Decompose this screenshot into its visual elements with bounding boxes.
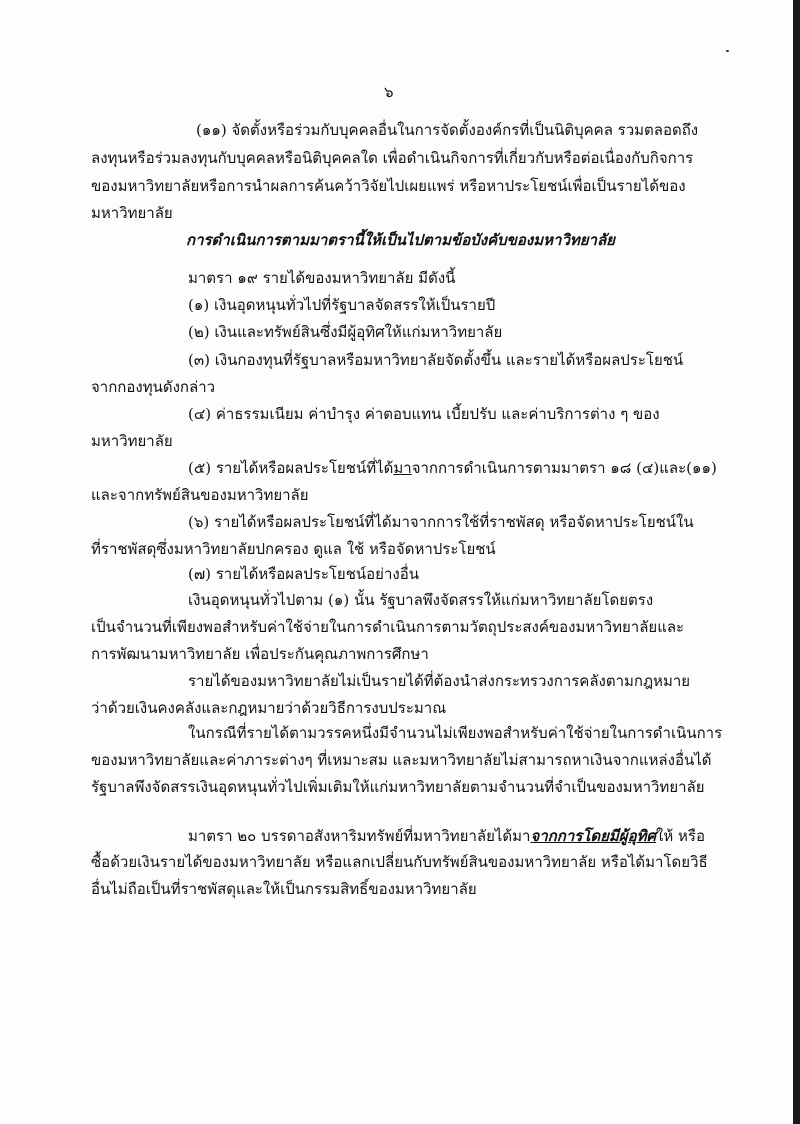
section-19-item-4-line-1: (๔) ค่าธรรมเนียม ค่าบำรุง ค่าตอบแทน เบี้ยปรับ และค่าบริการต่าง ๆ ของ [188,405,660,423]
section-19-item-1: (๑) เงินอุดหนุนทั่วไปที่รัฐบาลจัดสรรให้เป็นรายปี [188,296,496,314]
para-b-line-1: รายได้ของมหาวิทยาลัยไม่เป็นรายได้ที่ต้องนำส่งกระทรวงการคลังตามกฎหมาย [188,672,691,690]
item-5-text-a: (๕) รายได้หรือผลประโยชน์ที่ได้ [188,459,394,477]
section-19-item-7: (๗) รายได้หรือผลประโยชน์อย่างอื่น [188,565,419,583]
para-c-line-3: รัฐบาลพึงจัดสรรเงินอุดหนุนทั่วไปเพิ่มเติมให้แก่มหาวิทยาลัยตามจำนวนที่จำเป็นของมหาวิทยาลัย [91,778,705,796]
section-19-item-3-line-2: จากกองทุนดังกล่าว [91,378,216,396]
section-19-item-5-line-2: และจากทรัพย์สินของมหาวิทยาลัย [91,486,309,504]
para-11-line-2: ลงทุนหรือร่วมลงทุนกับบุคคลหรือนิติบุคคลใด เพื่อดำเนินกิจการที่เกี่ยวกับหรือต่อเนื่องกับกิจการ [91,149,694,167]
para-b-line-2: ว่าด้วยเงินคงคลังและกฎหมายว่าด้วยวิธีการงบประมาณ [91,699,447,717]
section-19-item-5-line-1 [188,458,717,478]
section-19-item-2: (๒) เงินและทรัพย์สินซึ่งมีผู้อุทิศให้แก่มหาวิทยาลัย [188,323,503,341]
scan-speck [726,50,729,52]
section-20-line-3: อื่นไม่ถือเป็นที่ราชพัสดุและให้เป็นกรรมสิทธิ์ของมหาวิทยาลัย [91,880,477,898]
section-20-text-b: ให้ หรือ [656,827,705,845]
section-20-text-a: มาตรา ๒๐ บรรดาอสังหาริมทรัพย์ที่มหาวิทยาลัยได้มา [188,827,531,845]
item-5-underlined: มา [393,459,412,477]
page-number: ๖ [384,83,394,101]
section-20-line-1 [188,826,705,846]
section-19-item-6-line-1: (๖) รายได้หรือผลประโยชน์ที่ได้มาจากการใช้ที่ราชพัสดุ หรือจัดหาประโยชน์ใน [188,513,694,531]
para-11-line-4: มหาวิทยาลัย [91,204,173,222]
section-20-handwritten-insert: จากการโดยมีผู้อุทิศ [530,827,657,845]
section-19-item-4-line-2: มหาวิทยาลัย [91,432,173,450]
scan-edge [793,0,800,1124]
para-a-line-1: เงินอุดหนุนทั่วไปตาม (๑) นั้น รัฐบาลพึงจัดสรรให้แก่มหาวิทยาลัยโดยตรง [188,591,654,609]
handwritten-note: การดำเนินการตามมาตรานี้ให้เป็นไปตามข้อบังคับของมหาวิทยาลัย [186,231,615,249]
section-19-item-3-line-1: (๓) เงินกองทุนที่รัฐบาลหรือมหาวิทยาลัยจัดตั้งขึ้น และรายได้หรือผลประโยชน์ [188,351,684,369]
item-5-text-b: จากการดำเนินการตามมาตรา ๑๘ (๔)และ(๑๑) [411,459,717,477]
section-19-heading: มาตรา ๑๙ รายได้ของมหาวิทยาลัย มีดังนี้ [188,269,456,287]
para-11-line-3: ของมหาวิทยาลัยหรือการนำผลการค้นคว้าวิจัยไปเผยแพร่ หรือหาประโยชน์เพื่อเป็นรายได้ของ [91,177,686,195]
section-19-item-6-line-2: ที่ราชพัสดุซึ่งมหาวิทยาลัยปกครอง ดูแล ใช้ หรือจัดหาประโยชน์ [91,540,496,558]
para-11-line-1: (๑๑) จัดตั้งหรือร่วมกับบุคคลอื่นในการจัดตั้งองค์กรที่เป็นนิติบุคคล รวมตลอดถึง [196,121,699,139]
para-c-line-2: ของมหาวิทยาลัยและค่าภาระต่างๆ ที่เหมาะสม และมหาวิทยาลัยไม่สามารถหาเงินจากแหล่งอื่นได้ [91,751,712,769]
para-a-line-2: เป็นจำนวนที่เพียงพอสำหรับค่าใช้จ่ายในการดำเนินการตามวัตถุประสงค์ของมหาวิทยาลัยและ [91,618,685,636]
section-20-line-2: ซื้อด้วยเงินรายได้ของมหาวิทยาลัย หรือแลกเปลี่ยนกับทรัพย์สินของมหาวิทยาลัย หรือได้มาโดยวิธี [91,853,708,871]
para-a-line-3: การพัฒนามหาวิทยาลัย เพื่อประกันคุณภาพการศึกษา [91,645,429,663]
para-c-line-1: ในกรณีที่รายได้ตามวรรคหนึ่งมีจำนวนไม่เพียงพอสำหรับค่าใช้จ่ายในการดำเนินการ [188,724,723,742]
